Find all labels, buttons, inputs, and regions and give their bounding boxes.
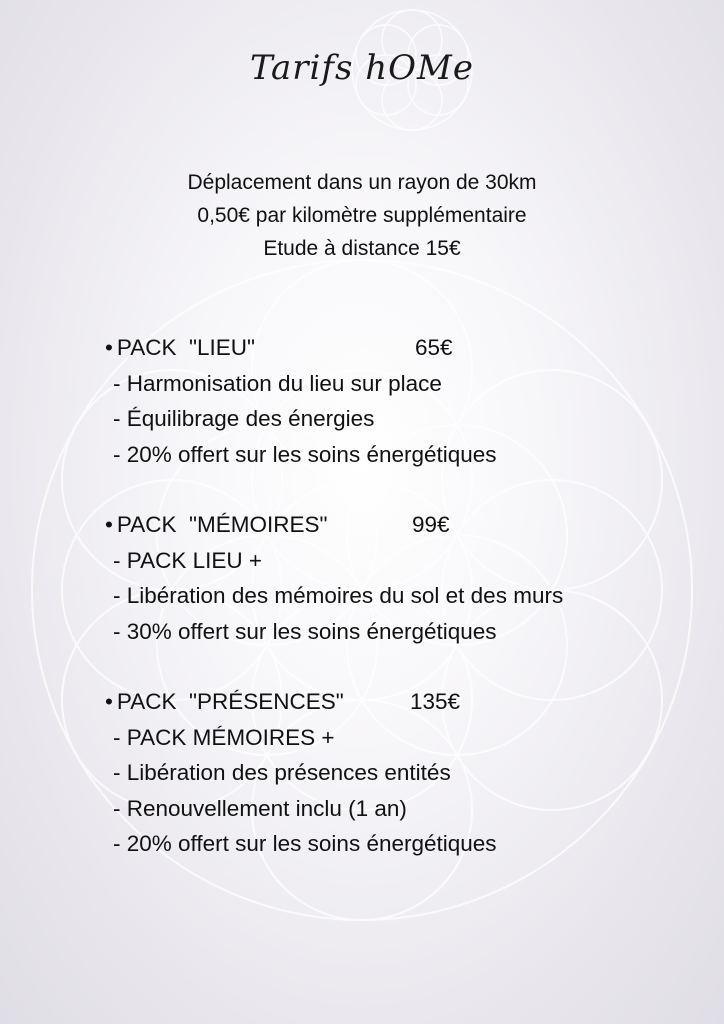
page-title: Tarifs hOMe [250, 48, 474, 88]
pack-name: PACK "MÉMOIRES" [116, 512, 328, 537]
list-item: - 30% offert sur les soins énergétiques [113, 618, 497, 644]
pack-header [105, 330, 497, 366]
pack-price: 65€ [415, 335, 453, 360]
pack-price: 135€ [410, 689, 461, 714]
bullet-icon: • [105, 512, 113, 537]
list-item: - Équilibrage des énergies [113, 406, 375, 431]
travel-info [0, 166, 724, 265]
travel-radius-text: Déplacement dans un rayon de 30km [187, 171, 537, 194]
pack-lieu [105, 330, 497, 472]
list-item: - Libération des mémoires du sol et des murs [113, 583, 564, 608]
bullet-icon: • [105, 335, 113, 360]
pack-name: PACK "LIEU" [116, 335, 255, 360]
list-item: - Harmonisation du lieu sur place [113, 370, 442, 396]
pack-header [105, 684, 497, 720]
pack-presences [105, 684, 497, 862]
pack-header [105, 507, 563, 543]
list-item: - Renouvellement inclu (1 an) [113, 795, 407, 821]
list-item: - 20% offert sur les soins énergétiques [113, 441, 497, 467]
pack-name: PACK "PRÉSENCES" [116, 689, 344, 714]
remote-study-price-text: Etude à distance 15€ [263, 237, 461, 260]
extra-km-price-text: 0,50€ par kilomètre supplémentaire [197, 204, 527, 227]
bullet-icon: • [105, 689, 113, 714]
list-item: - 20% offert sur les soins énergétiques [113, 831, 497, 856]
list-item: - PACK LIEU + [113, 547, 263, 573]
pack-memoires [105, 507, 563, 649]
pack-price: 99€ [412, 512, 450, 537]
list-item: - PACK MÉMOIRES + [113, 724, 335, 750]
list-item: - Libération des présences entités [113, 760, 451, 785]
